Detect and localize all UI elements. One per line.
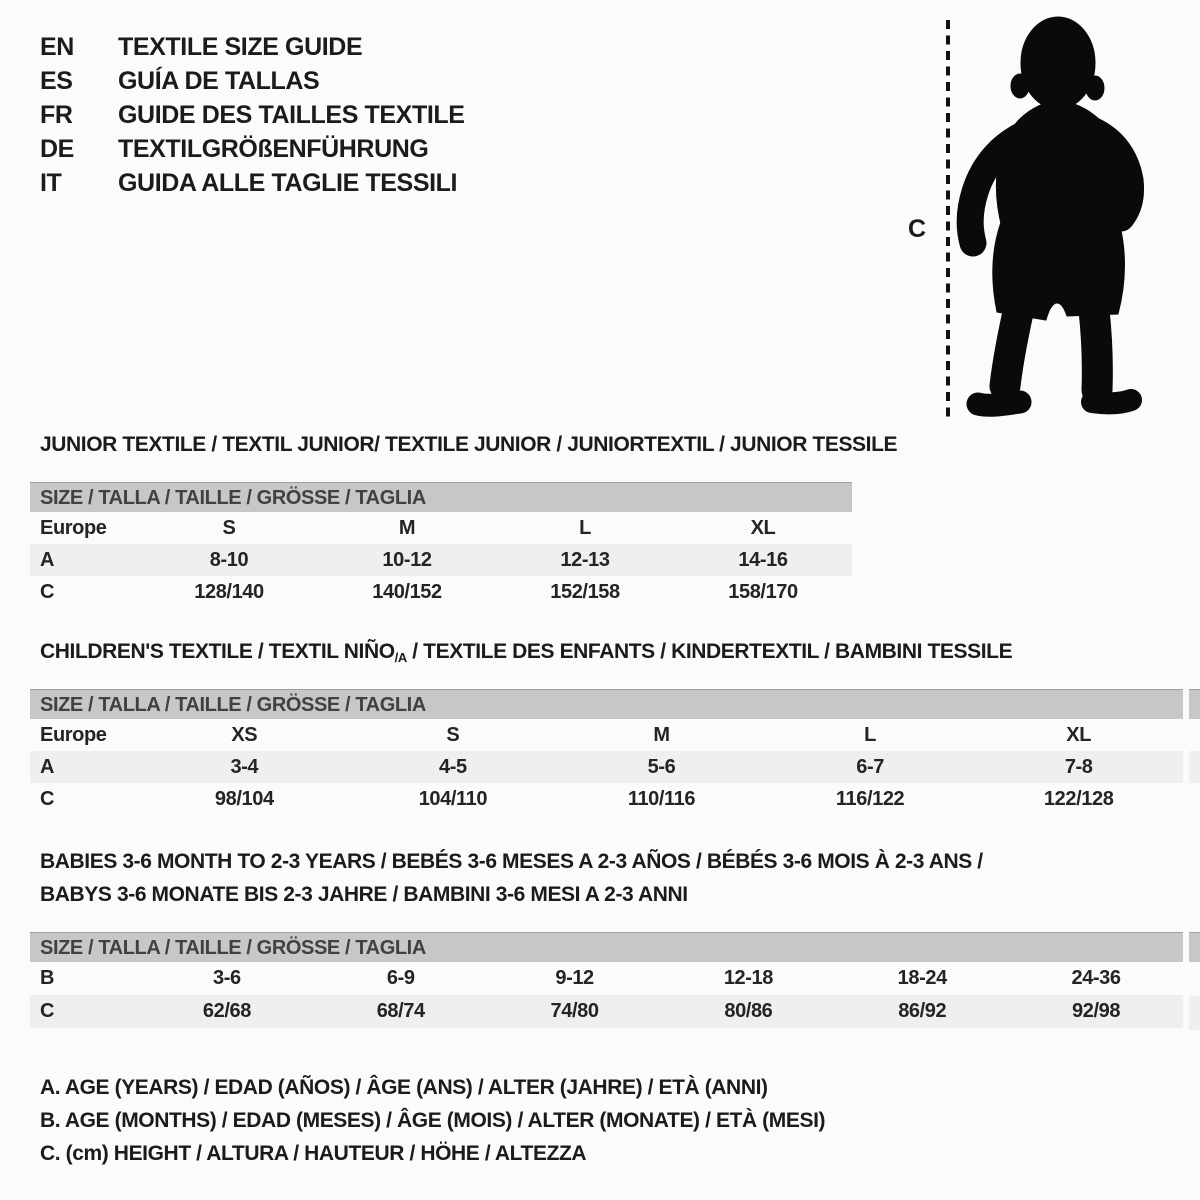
table-row bbox=[30, 719, 1183, 751]
babies-section-title-line1: BABIES 3-6 MONTH TO 2-3 YEARS / BEBÉS 3-6 MESES A 2-3 AÑOS / BÉBÉS 3-6 MOIS À 2-3 ANS / bbox=[40, 850, 983, 873]
table-cell: XL bbox=[1066, 724, 1092, 746]
table-row bbox=[30, 783, 1183, 815]
table-edge-fragment bbox=[1189, 689, 1200, 719]
table-cell: 8-10 bbox=[209, 549, 249, 571]
junior-table-rows bbox=[30, 512, 852, 608]
table-cell: 74/80 bbox=[550, 1000, 599, 1022]
row-label: C bbox=[40, 581, 55, 603]
row-label: Europe bbox=[40, 517, 107, 539]
table-cell: 24-36 bbox=[1071, 967, 1121, 989]
table-cell: 116/122 bbox=[835, 788, 905, 810]
row-label: C bbox=[40, 788, 55, 810]
lang-title: GUÍA DE TALLAS bbox=[118, 67, 320, 95]
table-row bbox=[30, 995, 1183, 1028]
table-cell: L bbox=[579, 517, 591, 539]
size-header-bar: SIZE / TALLA / TAILLE / GRÖSSE / TAGLIA bbox=[30, 689, 1183, 719]
table-cell: 104/110 bbox=[418, 788, 488, 810]
table-row bbox=[30, 544, 852, 576]
table-cell: M bbox=[398, 517, 416, 539]
table-cell: L bbox=[864, 724, 876, 746]
children-section-title bbox=[40, 639, 1012, 671]
table-edge-fragment bbox=[1189, 932, 1200, 962]
legend-line-c: C. (cm) HEIGHT / ALTURA / HAUTEUR / HÖHE / ALTEZZA bbox=[40, 1142, 587, 1165]
table-cell: 122/128 bbox=[1043, 788, 1114, 810]
title-text: / TEXTILE DES ENFANTS / KINDERTEXTIL / BAMBINI TESSILE bbox=[406, 640, 1013, 663]
babies-size-table bbox=[30, 932, 1183, 1028]
babies-table-rows bbox=[30, 962, 1183, 1028]
table-cell: 18-24 bbox=[897, 967, 947, 989]
legend-line-b: B. AGE (MONTHS) / EDAD (MESES) / ÂGE (MOIS) / ALTER (MONATE) / ETÀ (MESI) bbox=[40, 1109, 826, 1132]
row-label: A bbox=[40, 549, 55, 571]
table-cell: 9-12 bbox=[555, 967, 594, 989]
table-cell: 3-6 bbox=[213, 967, 241, 989]
table-cell: 14-16 bbox=[738, 549, 788, 571]
table-cell: 152/158 bbox=[550, 581, 620, 603]
table-row bbox=[30, 751, 1183, 783]
lang-title: TEXTILGRÖßENFÜHRUNG bbox=[118, 135, 429, 163]
table-cell: 3-4 bbox=[230, 756, 259, 778]
legend-line-a: A. AGE (YEARS) / EDAD (AÑOS) / ÂGE (ANS) / ALTER (JAHRE) / ETÀ (ANNI) bbox=[40, 1076, 768, 1099]
table-cell: 92/98 bbox=[1072, 1000, 1121, 1022]
row-label: A bbox=[40, 756, 55, 778]
table-cell: 80/86 bbox=[724, 1000, 773, 1022]
row-label: B bbox=[40, 967, 55, 989]
children-table-rows bbox=[30, 719, 1183, 815]
lang-row-es bbox=[40, 64, 465, 98]
table-row bbox=[30, 576, 852, 608]
table-cell: 5-6 bbox=[647, 756, 676, 778]
size-header-bar: SIZE / TALLA / TAILLE / GRÖSSE / TAGLIA bbox=[30, 932, 1183, 962]
table-cell: 98/104 bbox=[214, 788, 274, 810]
babies-section-title-line2: BABYS 3-6 MONATE BIS 2-3 JAHRE / BAMBINI 3-6 MESI A 2-3 ANNI bbox=[40, 883, 688, 906]
table-row bbox=[30, 512, 852, 544]
lang-title: TEXTILE SIZE GUIDE bbox=[118, 33, 363, 61]
table-cell: 7-8 bbox=[1064, 756, 1093, 778]
table-edge-fragment bbox=[1189, 751, 1200, 783]
table-cell: 86/92 bbox=[898, 1000, 947, 1022]
table-cell: 140/152 bbox=[372, 581, 442, 603]
table-cell: 128/140 bbox=[194, 581, 264, 603]
lang-code: DE bbox=[40, 135, 74, 163]
row-label: Europe bbox=[40, 724, 107, 746]
table-edge-fragment bbox=[1189, 996, 1200, 1030]
lang-row-it bbox=[40, 166, 465, 200]
title-subscript: /A bbox=[394, 650, 407, 665]
table-cell: 62/68 bbox=[202, 1000, 251, 1022]
measure-label-c: C bbox=[908, 215, 926, 243]
title-text: CHILDREN'S TEXTILE / TEXTIL NIÑO bbox=[40, 640, 395, 663]
table-cell: S bbox=[446, 724, 460, 746]
lang-code: ES bbox=[40, 67, 73, 95]
table-cell: 10-12 bbox=[382, 549, 432, 571]
table-cell: 6-9 bbox=[386, 967, 415, 989]
lang-row-en bbox=[40, 30, 465, 64]
row-label: C bbox=[40, 1000, 55, 1022]
measurement-legend bbox=[40, 1071, 825, 1170]
lang-code: IT bbox=[40, 169, 62, 197]
table-cell: 68/74 bbox=[376, 1000, 425, 1022]
table-cell: 12-18 bbox=[723, 967, 773, 989]
table-row bbox=[30, 962, 1183, 995]
table-cell: 158/170 bbox=[728, 581, 798, 603]
lang-title: GUIDA ALLE TAGLIE TESSILI bbox=[118, 169, 458, 197]
table-cell: 110/116 bbox=[627, 788, 696, 810]
junior-size-table bbox=[30, 482, 852, 608]
lang-row-de bbox=[40, 132, 465, 166]
size-header-bar: SIZE / TALLA / TAILLE / GRÖSSE / TAGLIA bbox=[30, 482, 852, 512]
table-cell: XL bbox=[750, 517, 776, 539]
table-cell: XS bbox=[231, 724, 258, 746]
children-size-table bbox=[30, 689, 1183, 815]
language-title-list bbox=[40, 30, 465, 200]
table-cell: S bbox=[222, 517, 236, 539]
lang-code: FR bbox=[40, 101, 73, 129]
table-cell: M bbox=[653, 724, 670, 746]
lang-code: EN bbox=[40, 33, 74, 61]
table-cell: 4-5 bbox=[439, 756, 467, 778]
lang-title: GUIDE DES TAILLES TEXTILE bbox=[118, 101, 465, 129]
toddler-silhouette-shape bbox=[970, 17, 1131, 405]
junior-section-title: JUNIOR TEXTILE / TEXTIL JUNIOR/ TEXTILE JUNIOR / JUNIORTEXTIL / JUNIOR TESSILE bbox=[40, 433, 898, 456]
table-cell: 12-13 bbox=[560, 549, 610, 571]
table-cell: 6-7 bbox=[856, 756, 884, 778]
lang-row-fr bbox=[40, 98, 465, 132]
